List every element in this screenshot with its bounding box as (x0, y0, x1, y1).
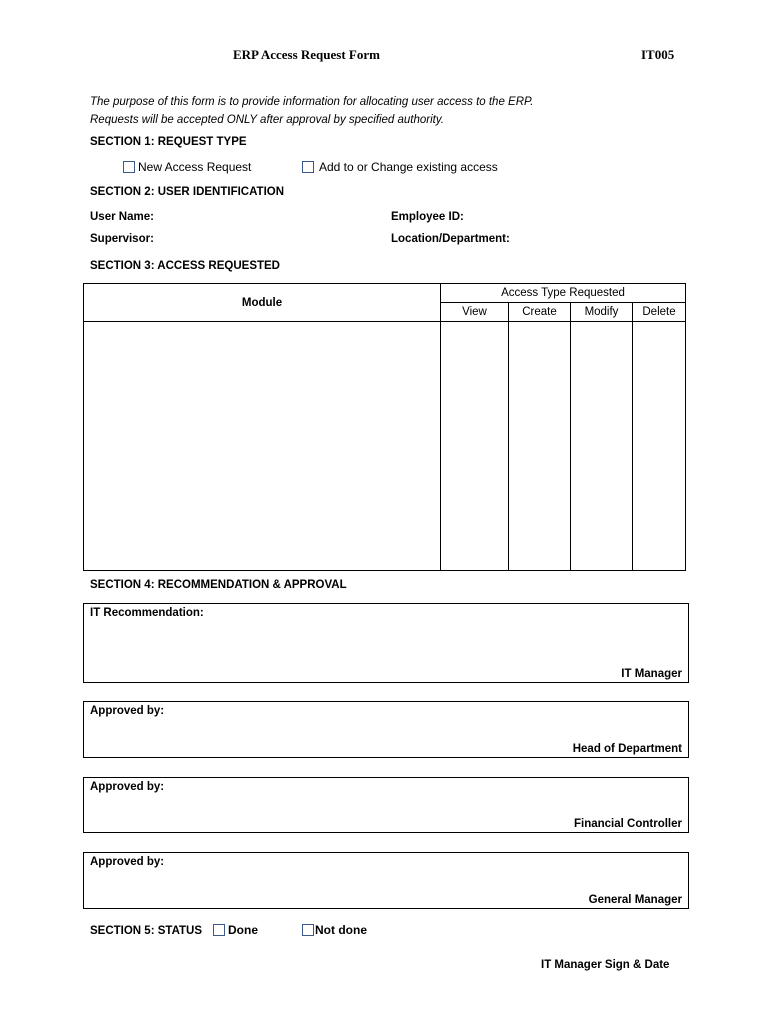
it-manager-label: IT Manager (621, 668, 682, 680)
it-recommendation-label: IT Recommendation: (90, 607, 204, 619)
approval-box-hod[interactable] (83, 701, 689, 758)
status-done-label: Done (228, 923, 258, 937)
section3-title: SECTION 3: ACCESS REQUESTED (90, 260, 280, 272)
form-code: IT005 (641, 47, 675, 62)
access-type-header: Access Type Requested (441, 284, 686, 303)
location-label: Location/Department: (391, 233, 510, 245)
modify-cell[interactable] (571, 322, 633, 571)
module-cell[interactable] (84, 322, 441, 571)
head-of-department-label: Head of Department (572, 743, 682, 755)
delete-cell[interactable] (633, 322, 686, 571)
status-not-done-label: Not done (315, 923, 367, 937)
supervisor-label: Supervisor: (90, 233, 154, 245)
section2-title: SECTION 2: USER IDENTIFICATION (90, 186, 285, 198)
option-new-access-label: New Access Request (138, 160, 252, 174)
approval-box-fc[interactable] (83, 777, 689, 833)
approved-by-label: Approved by: (90, 856, 165, 868)
col-delete: Delete (633, 303, 686, 322)
general-manager-label: General Manager (588, 894, 682, 906)
it-manager-sign-label: IT Manager Sign & Date (541, 959, 670, 971)
col-view: View (441, 303, 509, 322)
option-change-access-label: Add to or Change existing access (319, 160, 498, 174)
col-create: Create (509, 303, 571, 322)
intro-line-1: The purpose of this form is to provide information for allocating user access to the ERP. (90, 96, 534, 108)
option-change-access[interactable] (302, 160, 498, 174)
option-new-access[interactable] (123, 160, 251, 174)
checkbox-done[interactable] (213, 924, 225, 936)
checkbox-change-access[interactable] (302, 161, 314, 173)
section4-title: SECTION 4: RECOMMENDATION & APPROVAL (90, 579, 347, 591)
view-cell[interactable] (441, 322, 509, 571)
create-cell[interactable] (509, 322, 571, 571)
it-recommendation-box[interactable] (83, 603, 689, 683)
section5-title: SECTION 5: STATUS (90, 925, 203, 937)
status-not-done[interactable] (302, 923, 367, 937)
financial-controller-label: Financial Controller (574, 818, 682, 830)
intro-line-2: Requests will be accepted ONLY after approval by specified authority. (90, 114, 444, 126)
form-title: ERP Access Request Form (233, 47, 380, 62)
module-header: Module (84, 284, 441, 322)
employee-id-label: Employee ID: (391, 211, 464, 223)
approval-box-gm[interactable] (83, 852, 689, 909)
access-table (83, 283, 686, 571)
checkbox-not-done[interactable] (302, 924, 314, 936)
section1-title: SECTION 1: REQUEST TYPE (90, 136, 247, 148)
status-done[interactable] (213, 923, 258, 937)
col-modify: Modify (571, 303, 633, 322)
user-name-label: User Name: (90, 211, 154, 223)
approved-by-label: Approved by: (90, 705, 165, 717)
approved-by-label: Approved by: (90, 781, 165, 793)
checkbox-new-access[interactable] (123, 161, 135, 173)
